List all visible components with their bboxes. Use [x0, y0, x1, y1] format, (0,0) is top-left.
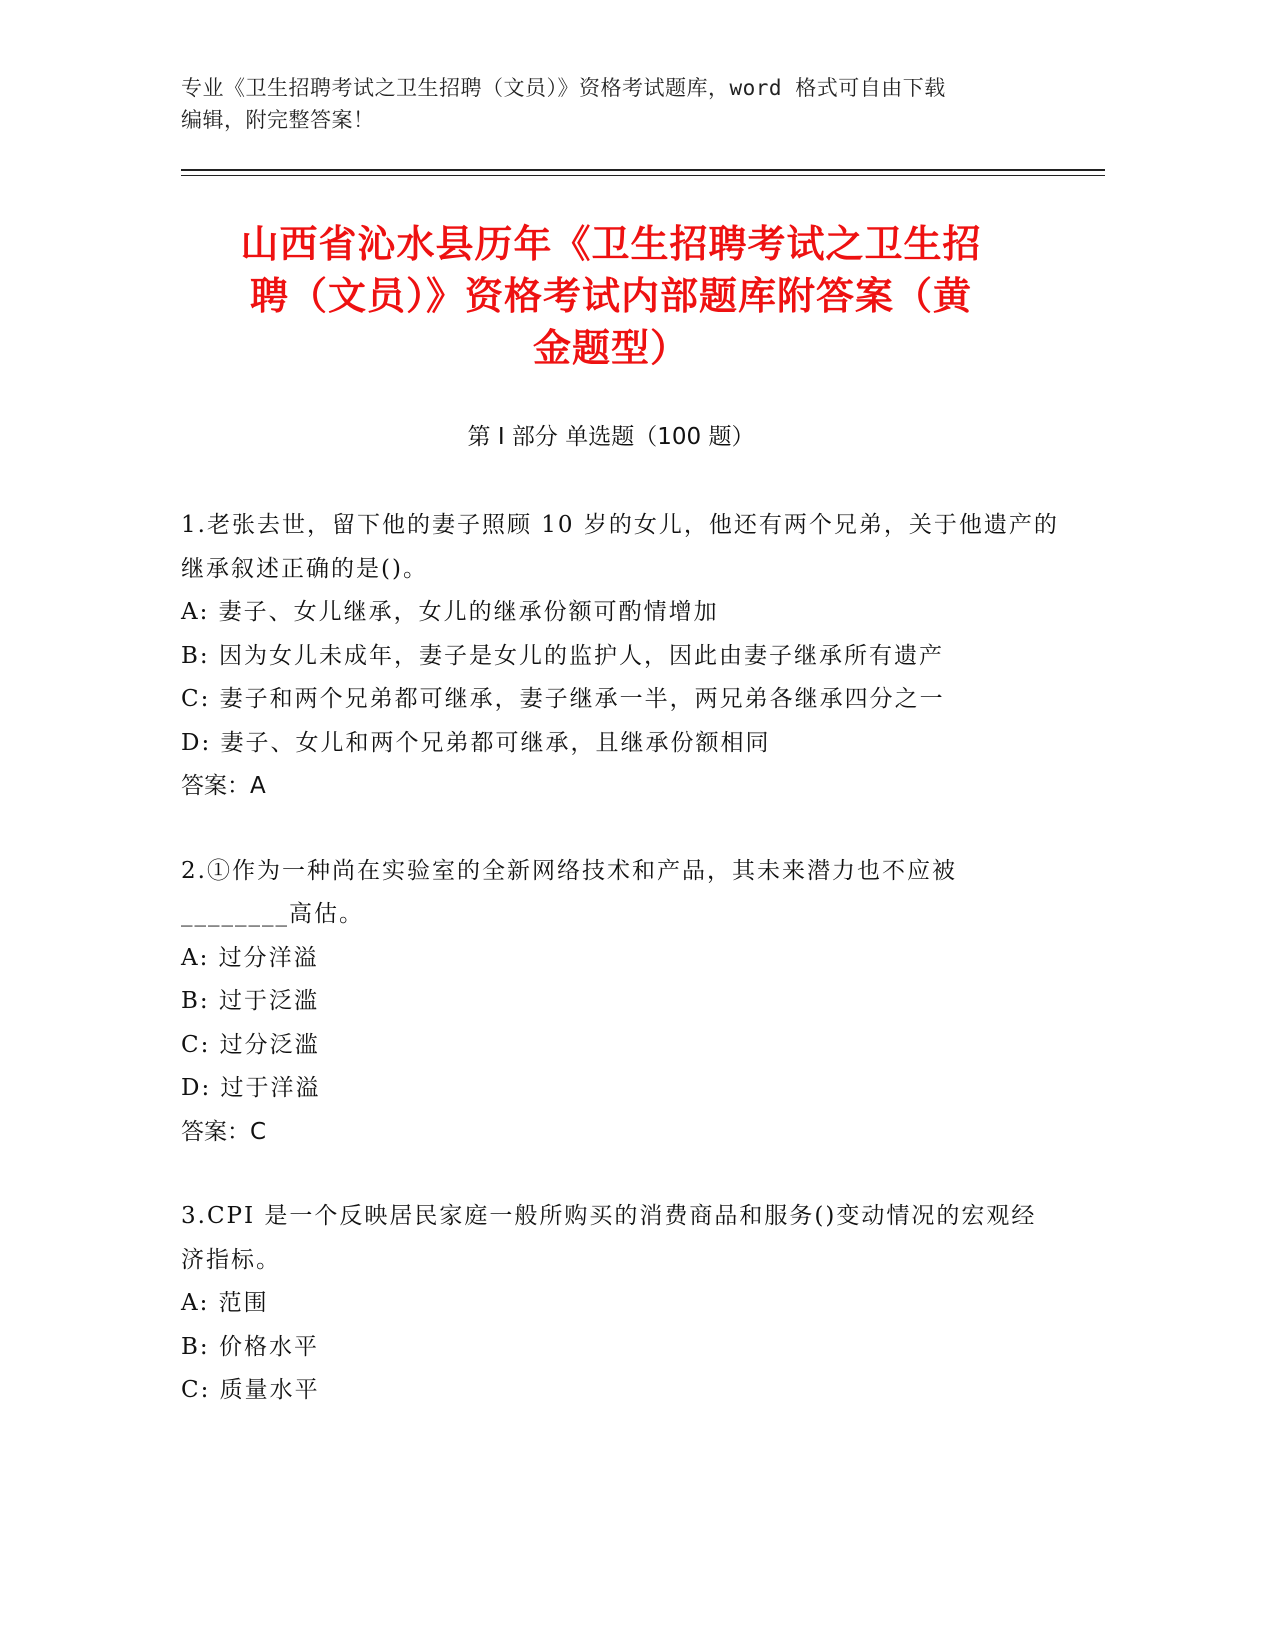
option-c: C: 妻子和两个兄弟都可继承，妻子继承一半，两兄弟各继承四分之一 — [181, 686, 945, 712]
header-note-line-2: 编辑，附完整答案！ — [181, 108, 375, 132]
option-d: D: 妻子、女儿和两个兄弟都可继承，且继承份额相同 — [181, 729, 771, 756]
option-a: A: 妻子、女儿继承，女儿的继承份额可酌情增加 — [181, 599, 719, 625]
header-note — [181, 72, 1061, 136]
header-divider-thin — [181, 175, 1105, 176]
question-stem: 3.CPI 是一个反映居民家庭一般所购买的消费商品和服务()变动情况的宏观经济指标。 — [181, 1203, 1037, 1273]
question-stem: 2.①作为一种尚在实验室的全新网络技术和产品，其未来潜力也不应被________高估。 — [181, 857, 957, 927]
section-heading: 第 I 部分 单选题（100 题） — [467, 424, 755, 450]
option-a: A: 过分洋溢 — [181, 944, 319, 971]
option-c: C: 过分泛滥 — [181, 1031, 320, 1058]
option-c: C: 质量水平 — [181, 1377, 320, 1403]
question-stem: 1.老张去世，留下他的妻子照顾 10 岁的女儿，他还有两个兄弟，关于他遗产的继承叙述正确的是()。 — [181, 512, 1059, 582]
question-list — [181, 504, 1061, 1454]
option-b: B: 过于泛滥 — [181, 988, 319, 1014]
document-title-line-3: 金题型） — [532, 326, 689, 370]
option-a: A: 范围 — [181, 1290, 269, 1316]
answer: 答案：A — [181, 773, 266, 799]
question-2 — [181, 850, 1061, 1155]
document-title-line-2: 聘（文员）》资格考试内部题库附答案（黄 — [249, 274, 972, 318]
header-divider-thick — [181, 169, 1105, 171]
option-d: D: 过于洋溢 — [181, 1075, 321, 1101]
question-3 — [181, 1195, 1061, 1413]
document-title-line-1: 山西省沁水县历年《卫生招聘考试之卫生招 — [240, 222, 982, 266]
answer: 答案：C — [181, 1118, 267, 1145]
option-b: B: 因为女儿未成年，妻子是女儿的监护人，因此由妻子继承所有遗产 — [181, 642, 944, 669]
option-b: B: 价格水平 — [181, 1333, 319, 1360]
document-title — [181, 218, 1041, 374]
question-1 — [181, 504, 1061, 809]
header-note-line-1: 专业《卫生招聘考试之卫生招聘（文员）》资格考试题库，word 格式可自由下载 — [181, 76, 946, 100]
